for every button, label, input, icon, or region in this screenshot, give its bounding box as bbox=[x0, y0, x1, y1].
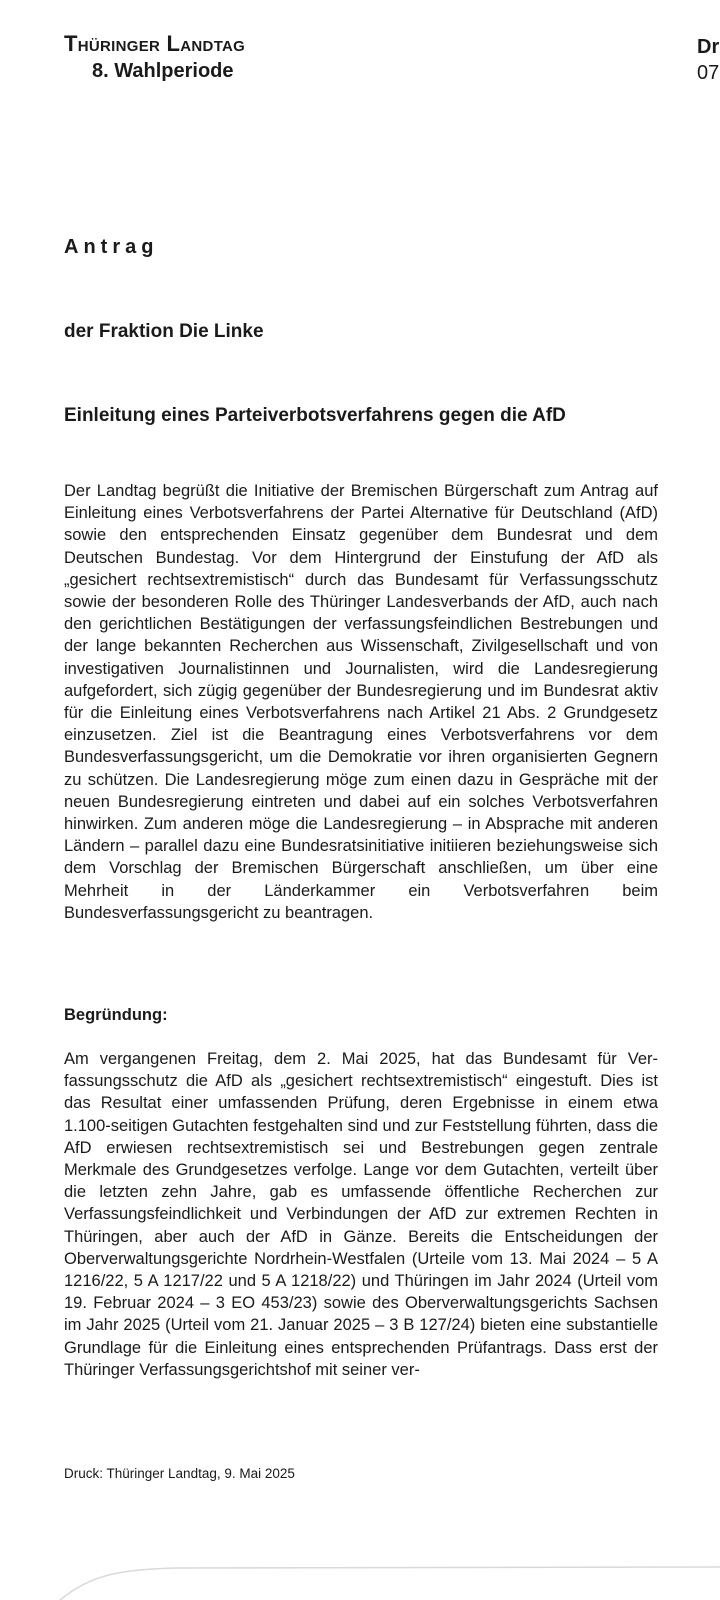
doc-type-label: Dr bbox=[697, 36, 720, 58]
document-header bbox=[64, 30, 245, 84]
faction-name: der Fraktion Die Linke bbox=[64, 321, 264, 342]
document-subject: Einleitung eines Parteiverbotsverfahrens gegen die AfD bbox=[64, 405, 566, 426]
document-number-block bbox=[697, 34, 720, 86]
justification-text: Am vergangenen Freitag, dem 2. Mai 2025, hat das Bundesamt für Verfassungsschutz die AfD als „gesichert rechtsextremistisch“ eingestuft. Dies ist das Resultat einer umfassenden Prüfung, deren Ergebnisse in einem etwa 1.100-seitigen Gutachten festgehalten sind und zur Feststellung führten, dass die AfD erwiesen rechtsextremistisch sei und Bestrebungen gegen zentrale Merkmale des Grundgesetzes verfolge. Lange vor dem Gutachten, verteilt über die letzten zehn Jahre, gab es umfassende öffentliche Recherchen zur Verfassungsfeindlichkeit und Verbindungen der AfD zur extremen Rechten in Thüringen, aber auch der AfD in Gänze. Bereits die Entscheidungen der Oberverwaltungsgerichte Nordrhein-Westfalen (Urteile vom 13. Mai 2024 – 5 A 1216/22, 5 A 1217/22 und 5 A 1218/22) und Thüringen im Jahr 2024 (Urteil vom 19. Februar 2024 – 3 EO 453/23) sowie des Oberverwaltungsgerichts Sachsen im Jahr 2025 (Urteil vom 21. Januar 2025 – 3 B 127/24) bieten eine substantielle Grundlage für die Einleitung eines entsprechenden Prüfantrags. Dass erst der Thüringer Verfassungsgerichtshof mit seiner ver- bbox=[64, 1050, 658, 1379]
motion-text: Der Landtag begrüßt die Initiative der Bremischen Bürgerschaft zum Antrag auf Einleitung eines Verbotsverfahrens der Partei Alternative für Deutschland (AfD) sowie den entsprechenden Einsatz gegenüber dem Bundesrat und dem Deutschen Bundestag. Vor dem Hintergrund der Einstufung der AfD als „gesichert rechtsextremistisch“ durch das Bundesamt für Verfassungsschutz sowie der besonderen Rolle des Thüringer Landesverbands der AfD, auch nach den gerichtlichen Bestätigungen der verfassungsfeindlichen Bestrebungen und der lange bekannten Recherchen aus Wissenschaft, Zivilgesellschaft und von investigativen Journalistinnen und Journalisten, wird die Landesregierung aufgefordert, sich zügig gegenüber der Bundesregierung und im Bundesrat aktiv für die Einleitung eines Verbotsverfahrens nach Artikel 21 Abs. 2 Grundgesetz einzusetzen. Ziel ist die Beantragung eines Verbotsverfahrens vor dem Bundesverfassungsgericht, um die Demokratie vor ihren organisierten Gegnern zu schützen. Die Landesregierung möge zum einen dazu in Gespräche mit der neuen Bundesregierung eintreten und dabei auf ein solches Verbotsverfahren hinwirken. Zum anderen möge die Landesregierung – in Absprache mit anderen Ländern – parallel dazu eine Bundesratsinitiative initiieren beziehungsweise sich dem Vorschlag der Bremischen Bürgerschaft anschließen, um über eine Mehrheit in der Länderkammer ein Verbotsverfahren beim Bundesverfassungsgericht zu beantragen. bbox=[64, 482, 658, 922]
justification-heading: Begründung: bbox=[64, 1006, 168, 1024]
institution-name: Thüringer Landtag bbox=[64, 31, 246, 56]
print-note: Druck: Thüringer Landtag, 9. Mai 2025 bbox=[64, 1466, 295, 1481]
legislative-period: 8. Wahlperiode bbox=[92, 60, 234, 82]
document-type: Antrag bbox=[64, 236, 159, 258]
doc-date: 07 bbox=[697, 62, 720, 84]
page-curl-edge bbox=[0, 1565, 720, 1600]
